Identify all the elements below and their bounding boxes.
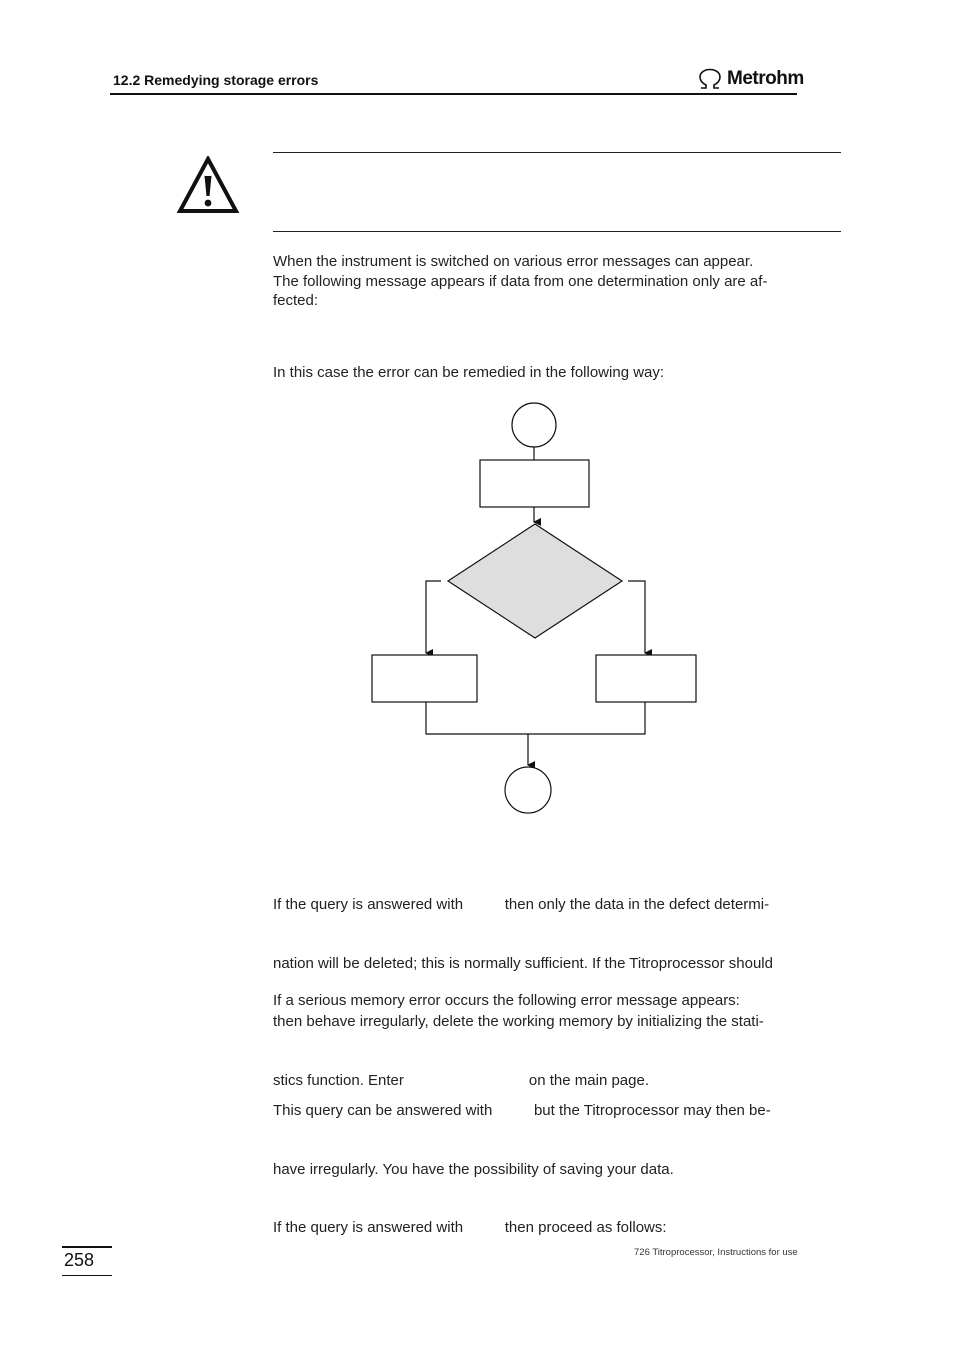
flow-decision-node: [448, 524, 622, 638]
intro-line: The following message appears if data from one determination only are af-: [273, 272, 768, 290]
answer-line: then behave irregularly, delete the working memory by initializing the stati-: [273, 1013, 764, 1030]
flow-branch-right: [628, 581, 645, 653]
flow-start-node: [512, 403, 556, 447]
flow-right-box: [596, 655, 696, 702]
flow-merge: [426, 702, 645, 734]
answer-line: nation will be deleted; this is normally sufficient. If the Titroprocessor should: [273, 954, 773, 972]
flow-left-box: [372, 655, 477, 702]
query-line: This query can be answered with but the Titroprocessor may then be-: [273, 1102, 771, 1119]
intro-line: When the instrument is switched on various error messages can appear.: [273, 253, 754, 270]
footer-rule-top: [62, 1246, 112, 1248]
footer-rule-bottom: [62, 1275, 112, 1276]
query-paragraph: [273, 1062, 771, 1257]
flow-branch-left: [426, 581, 441, 653]
page-number: 258: [64, 1250, 95, 1270]
remedy-line: In this case the error can be remedied in the following way:: [273, 364, 665, 381]
query-line: have irregularly. You have the possibility of saving your data.: [273, 1160, 674, 1178]
answer-line: stics function. Enter on the main page.: [273, 1071, 650, 1089]
brand-name: Metrohm: [727, 68, 804, 89]
flow-process-box: [480, 460, 589, 507]
intro-line: fected:: [273, 292, 319, 309]
query-line: If the query is answered with then proceed as follows:: [273, 1219, 667, 1236]
flow-end-node: [505, 767, 551, 813]
answer-line: If the query is answered with then only the data in the defect determi-: [273, 896, 770, 913]
serious-error-paragraph: [273, 991, 740, 1011]
document-title: 726 Titroprocessor, Instructions for use: [634, 1247, 798, 1258]
serious-line: If a serious memory error occurs the following error message appears:: [273, 992, 740, 1009]
section-title: 12.2 Remedying storage errors: [113, 72, 319, 88]
